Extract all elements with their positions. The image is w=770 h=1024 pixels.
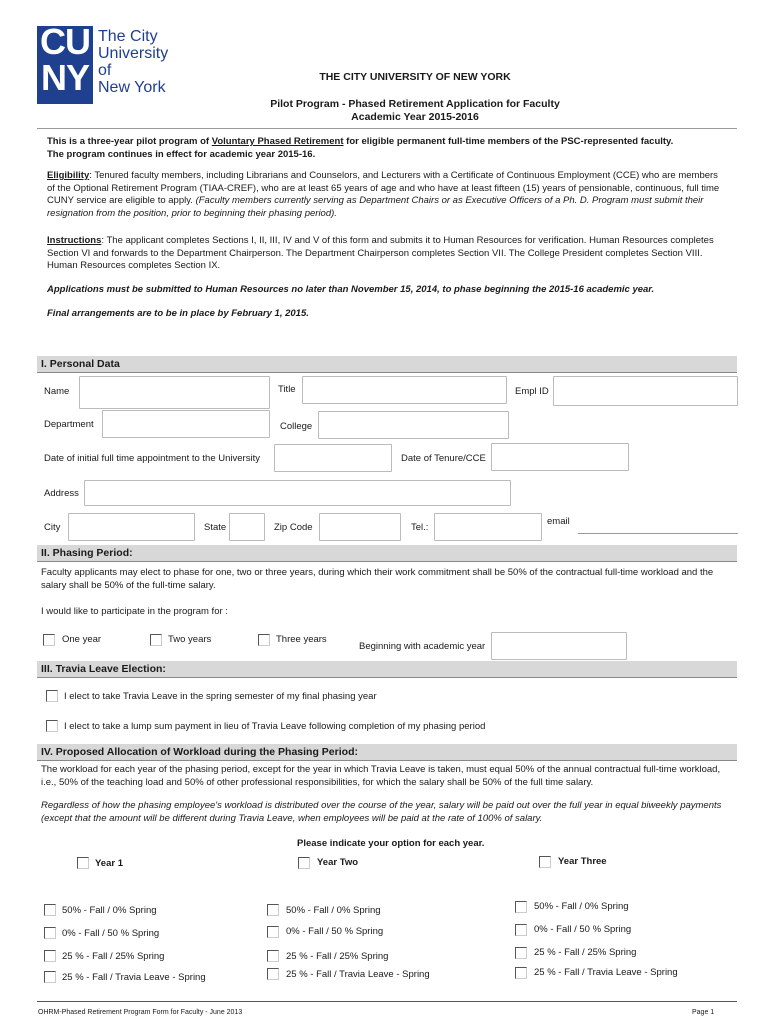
address-label: Address: [44, 488, 79, 499]
title-label: Title: [278, 384, 296, 395]
tel-input[interactable]: [434, 513, 542, 541]
deadline-notice: Applications must be submitted to Human Resources no later than November 15, 2014, to phase beginning the 2015-16 academic year.: [47, 284, 655, 295]
email-label: email: [547, 516, 570, 527]
participate-prompt: I would like to participate in the program for :: [41, 606, 228, 617]
intro-paragraph: [47, 136, 737, 149]
final-arrangements-notice: Final arrangements are to be in place by February 1, 2015.: [47, 308, 309, 319]
y3-option-50-0-label: 50% - Fall / 0% Spring: [534, 901, 629, 912]
y3-option-25-25-checkbox[interactable]: [515, 947, 527, 959]
title-input[interactable]: [302, 376, 507, 404]
y2-option-25-25-checkbox[interactable]: [267, 950, 279, 962]
intro-text-b: for eligible permanent full-time members of the PSC-represented faculty.: [343, 136, 674, 147]
section-personal-data: I. Personal Data: [37, 356, 737, 373]
date-initial-appointment-input[interactable]: [274, 444, 392, 472]
travia-lump-sum-label: I elect to take a lump sum payment in lieu of Travia Leave following completion of my phasing period: [64, 721, 486, 732]
y1-option-0-50-checkbox[interactable]: [44, 927, 56, 939]
program-title: Pilot Program - Phased Retirement Application for Faculty: [270, 98, 560, 110]
y2-option-25-25-label: 25 % - Fall / 25% Spring: [286, 951, 389, 962]
one-year-label: One year: [62, 634, 102, 645]
y3-option-0-50-label: 0% - Fall / 50 % Spring: [534, 924, 632, 935]
instructions-label: Instructions: [47, 235, 102, 246]
section-travia-leave: III. Travia Leave Election:: [37, 661, 737, 678]
y2-option-50-0-label: 50% - Fall / 0% Spring: [286, 905, 381, 916]
footer-page-number: Page 1: [692, 1009, 715, 1016]
date-tenure-input[interactable]: [491, 443, 629, 471]
travia-leave-spring-label: I elect to take Travia Leave in the spring semester of my final phasing year: [64, 691, 377, 702]
logo-name-line2: University: [98, 45, 169, 62]
instructions-text: : The applicant completes Sections I, II, III, IV and V of this form and submits it to Human Resources for verification. Human Resources completes Section VI and forwards to the Department Chairperson. The Department Chairperson completes Section VII. The College President completes Section VIII. Human Resources completes Section IX.: [47, 235, 714, 271]
intro-text-a: This is a three-year pilot program of: [47, 136, 212, 147]
year3-label: Year Three: [558, 856, 607, 867]
intro-program-name: Voluntary Phased Retirement: [211, 136, 344, 147]
email-input-line[interactable]: [578, 533, 738, 534]
y1-option-25-25-label: 25 % - Fall / 25% Spring: [62, 951, 165, 962]
beginning-year-input[interactable]: [491, 632, 627, 660]
year2-checkbox[interactable]: [298, 857, 310, 869]
empl-id-input[interactable]: [553, 376, 738, 406]
section-workload-allocation: IV. Proposed Allocation of Workload during the Phasing Period:: [37, 744, 737, 761]
y3-option-25-travia-checkbox[interactable]: [515, 967, 527, 979]
year1-label: Year 1: [95, 858, 123, 869]
name-label: Name: [44, 386, 70, 397]
state-input[interactable]: [229, 513, 265, 541]
address-input[interactable]: [84, 480, 511, 506]
year3-checkbox[interactable]: [539, 856, 551, 868]
logo-letters-top: CU: [40, 21, 90, 62]
three-years-label: Three years: [276, 634, 327, 645]
eligibility-text: : Tenured faculty members, including Librarians and Counselors, and Lecturers with a Certificate of Continuous Employment (CCE) who are members of the Optional Retirement Program (TIAA-CREF), who are at least 65 years of age and who have at least fifteen (15) years of pensionable, continuous, full time CUNY service are eligible to apply.: [47, 170, 720, 206]
y1-option-25-travia-checkbox[interactable]: [44, 971, 56, 983]
y3-option-50-0-checkbox[interactable]: [515, 901, 527, 913]
city-input[interactable]: [68, 513, 195, 541]
year1-checkbox[interactable]: [77, 857, 89, 869]
salary-note: Regardless of how the phasing employee's workload is distributed over the course of the year, salary will be paid out over the full year in equal biweekly payments (except that the amount will be different during Travia Leave, when employees will be paid at the rate of 100% of salary.: [41, 800, 722, 824]
section-phasing-period: II. Phasing Period:: [37, 545, 737, 562]
y3-option-25-25-label: 25 % - Fall / 25% Spring: [534, 947, 637, 958]
eligibility-label: Eligibility: [47, 170, 90, 181]
travia-leave-spring-checkbox[interactable]: [46, 690, 58, 702]
y1-option-25-25-checkbox[interactable]: [44, 950, 56, 962]
two-years-label: Two years: [168, 634, 212, 645]
y1-option-25-travia-label: 25 % - Fall / Travia Leave - Spring: [62, 972, 206, 983]
y2-option-25-travia-label: 25 % - Fall / Travia Leave - Spring: [286, 969, 430, 980]
college-input[interactable]: [318, 411, 509, 439]
name-input[interactable]: [79, 376, 270, 409]
y1-option-0-50-label: 0% - Fall / 50 % Spring: [62, 928, 160, 939]
empl-id-label: Empl ID: [515, 386, 549, 397]
y2-option-50-0-checkbox[interactable]: [267, 904, 279, 916]
zip-input[interactable]: [319, 513, 401, 541]
logo-name-line4: New York: [98, 79, 166, 96]
tel-label: Tel.:: [411, 522, 429, 533]
footer-form-name: OHRM-Phased Retirement Program Form for Faculty - June 2013: [38, 1009, 243, 1016]
date-tenure-label: Date of Tenure/CCE: [401, 453, 486, 464]
y1-option-50-0-checkbox[interactable]: [44, 904, 56, 916]
y2-option-25-travia-checkbox[interactable]: [267, 968, 279, 980]
zip-label: Zip Code: [274, 522, 313, 533]
y2-option-0-50-checkbox[interactable]: [267, 926, 279, 938]
state-label: State: [204, 522, 227, 533]
logo-name-line3: of: [98, 62, 112, 79]
cuny-logo-letters: [37, 21, 93, 98]
cuny-logo-name: [98, 28, 168, 96]
y1-option-50-0-label: 50% - Fall / 0% Spring: [62, 905, 157, 916]
intro-continues: The program continues in effect for academic year 2015-16.: [47, 149, 316, 160]
beginning-year-label: Beginning with academic year: [359, 641, 486, 652]
college-label: College: [280, 421, 313, 432]
city-label: City: [44, 522, 61, 533]
phasing-description: Faculty applicants may elect to phase for one, two or three years, during which their work commitment shall be 50% of the contractual full-time workload and the salary shall be 50% of the full-time salary.: [41, 567, 714, 591]
one-year-checkbox[interactable]: [43, 634, 55, 646]
academic-year-title: Academic Year 2015-2016: [351, 111, 479, 123]
two-years-checkbox[interactable]: [150, 634, 162, 646]
date-initial-appointment-label: Date of initial full time appointment to the University: [44, 453, 260, 464]
footer-divider: [37, 1001, 737, 1002]
y2-option-0-50-label: 0% - Fall / 50 % Spring: [286, 926, 384, 937]
y3-option-25-travia-label: 25 % - Fall / Travia Leave - Spring: [534, 967, 678, 978]
instructions-paragraph: [47, 235, 727, 273]
workload-description: The workload for each year of the phasing period, except for the year in which Travia Leave is taken, must equal 50% of the annual contractual full-time workload, i.e., 50% of the teaching load and 50% of other professional responsibilities, for which the salary shall be 50% of the full time salary.: [41, 764, 721, 788]
eligibility-paragraph: [47, 170, 727, 220]
indicate-option-heading: Please indicate your option for each year.: [297, 838, 485, 849]
logo-letters-bottom: NY: [40, 57, 89, 98]
year2-label: Year Two: [317, 857, 359, 868]
y3-option-0-50-checkbox[interactable]: [515, 924, 527, 936]
travia-lump-sum-checkbox[interactable]: [46, 720, 58, 732]
university-title: THE CITY UNIVERSITY OF NEW YORK: [319, 71, 511, 83]
header-divider: [37, 128, 737, 129]
department-label: Department: [44, 419, 94, 430]
eligibility-note: (Faculty members currently serving as Department Chairs or as Executive Officers of a Ph. D. Program must submit their resignation from the position, prior to beginning their phasing period).: [47, 195, 704, 219]
three-years-checkbox[interactable]: [258, 634, 270, 646]
logo-name-line1: The City: [98, 28, 158, 45]
department-input[interactable]: [102, 410, 270, 438]
